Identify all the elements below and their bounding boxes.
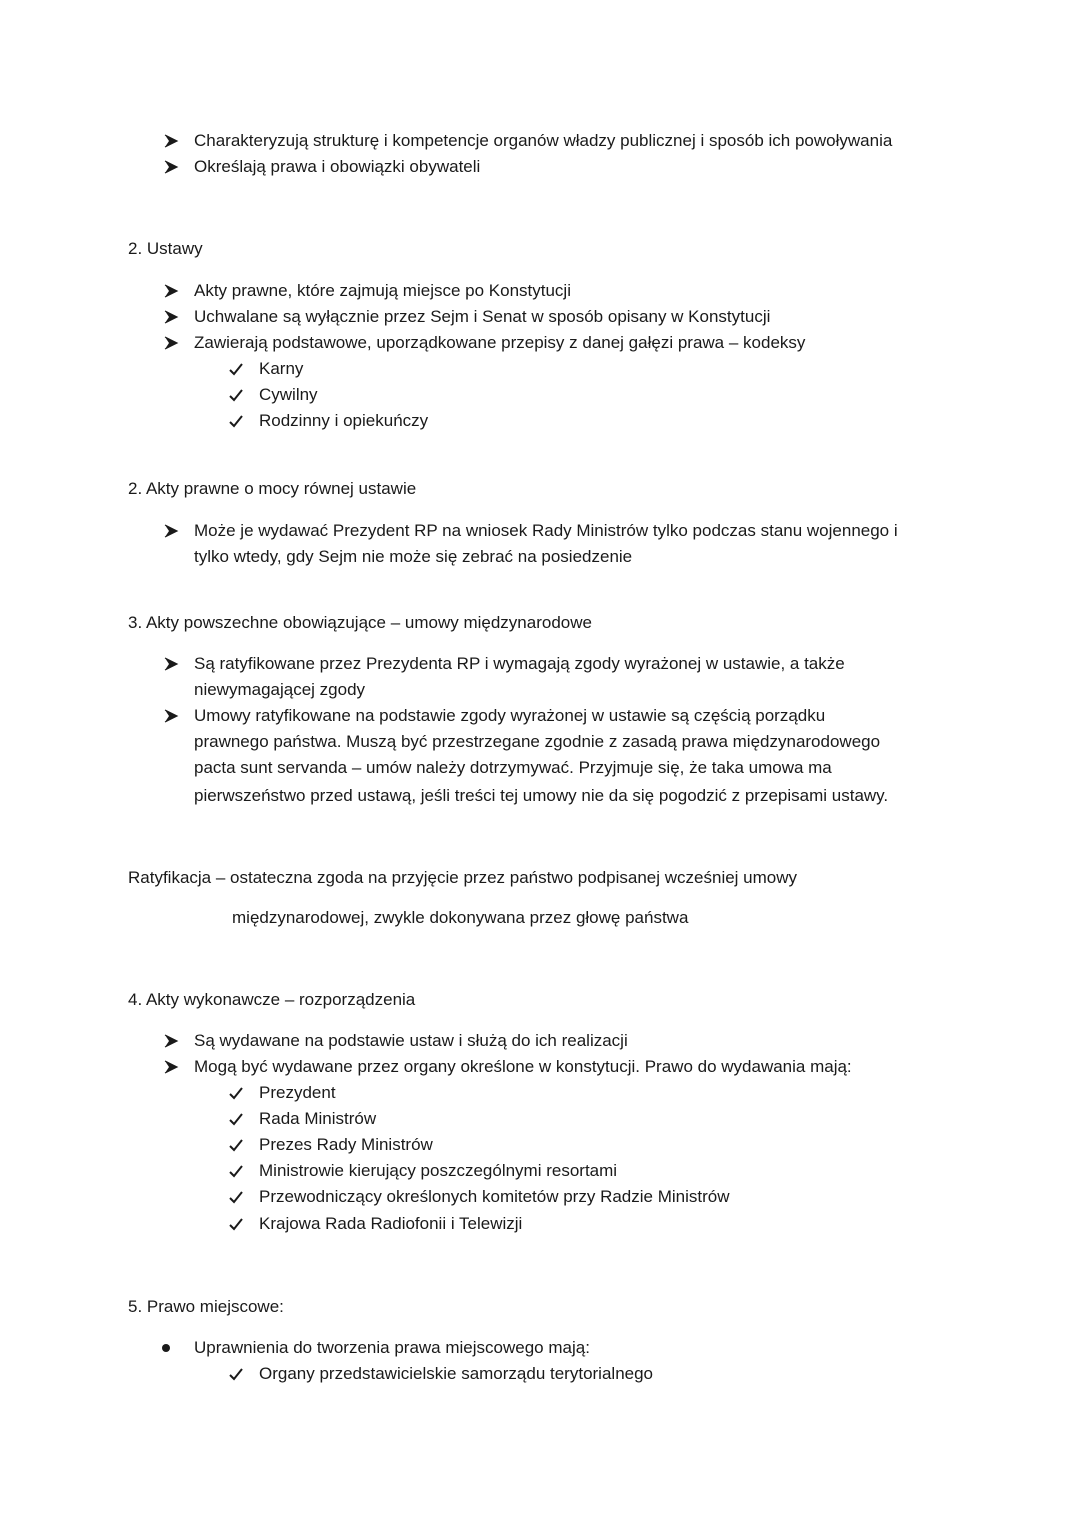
checkmark-icon <box>228 387 244 403</box>
checkmark-icon <box>228 1366 244 1382</box>
umowy-bullet1-line-1: Są ratyfikowane przez Prezydenta RP i wymagają zgody wyrażonej w ustawie, a także <box>194 654 845 673</box>
section-ustawy-title: 2. Ustawy <box>128 239 203 258</box>
checkmark-icon <box>228 1189 244 1205</box>
umowy-bullet2-line-3: pacta sunt servanda – umów należy dotrzymywać. Przyjmuje się, że taka umowa ma <box>194 758 832 777</box>
checkmark-icon <box>228 1216 244 1232</box>
section-miejscowe-title: 5. Prawo miejscowe: <box>128 1297 284 1316</box>
arrow-bullet-icon <box>163 159 179 175</box>
umowy-bullet2-line-1: Umowy ratyfikowane na podstawie zgody wyrażonej w ustawie są częścią porządku <box>194 706 826 725</box>
checkmark-icon <box>228 361 244 377</box>
section-akty-moc-title: 2. Akty prawne o mocy równej ustawie <box>128 479 417 498</box>
arrow-bullet-icon <box>163 335 179 351</box>
ustawy-check-2: Cywilny <box>259 385 318 404</box>
definition-line-1: Ratyfikacja – ostateczna zgoda na przyjęcie przez państwo podpisanej wcześniej umowy <box>128 868 798 887</box>
wykonawcze-check-5: Przewodniczący określonych komitetów przy Radzie Ministrów <box>259 1187 730 1206</box>
checkmark-icon <box>228 413 244 429</box>
definition-line-2: międzynarodowej, zwykle dokonywana przez głowę państwa <box>232 908 689 927</box>
wykonawcze-check-3: Prezes Rady Ministrów <box>259 1135 433 1154</box>
wykonawcze-check-6: Krajowa Rada Radiofonii i Telewizji <box>259 1214 523 1233</box>
intro-bullet-1: Charakteryzują strukturę i kompetencje organów władzy publicznej i sposób ich powoływania <box>194 131 893 150</box>
arrow-bullet-icon <box>163 309 179 325</box>
umowy-bullet1-line-2: niewymagającej zgody <box>194 680 366 699</box>
wykonawcze-check-4: Ministrowie kierujący poszczególnymi resortami <box>259 1161 618 1180</box>
ustawy-bullet-3: Zawierają podstawowe, uporządkowane przepisy z danej gałęzi prawa – kodeksy <box>194 333 806 352</box>
checkmark-icon <box>228 1137 244 1153</box>
arrow-bullet-icon <box>163 523 179 539</box>
arrow-bullet-icon <box>163 708 179 724</box>
ustawy-check-1: Karny <box>259 359 304 378</box>
arrow-bullet-icon <box>163 656 179 672</box>
ustawy-check-3: Rodzinny i opiekuńczy <box>259 411 429 430</box>
checkmark-icon <box>228 1163 244 1179</box>
wykonawcze-bullet-2: Mogą być wydawane przez organy określone w konstytucji. Prawo do wydawania mają: <box>194 1057 852 1076</box>
wykonawcze-check-1: Prezydent <box>259 1083 336 1102</box>
miejscowe-bullet: Uprawnienia do tworzenia prawa miejscowego mają: <box>194 1338 590 1357</box>
arrow-bullet-icon <box>163 283 179 299</box>
checkmark-icon <box>228 1085 244 1101</box>
ustawy-bullet-1: Akty prawne, które zajmują miejsce po Konstytucji <box>194 281 571 300</box>
section-wykonawcze-title: 4. Akty wykonawcze – rozporządzenia <box>128 990 416 1009</box>
wykonawcze-check-2: Rada Ministrów <box>259 1109 377 1128</box>
dot-bullet-icon <box>162 1344 170 1352</box>
checkmark-icon <box>228 1111 244 1127</box>
umowy-bullet2-line-2: prawnego państwa. Muszą być przestrzegane zgodnie z zasadą prawa międzynarodowego <box>194 732 881 751</box>
wykonawcze-bullet-1: Są wydawane na podstawie ustaw i służą do ich realizacji <box>194 1031 628 1050</box>
ustawy-bullet-2: Uchwalane są wyłącznie przez Sejm i Senat w sposób opisany w Konstytucji <box>194 307 771 326</box>
arrow-bullet-icon <box>163 1033 179 1049</box>
section-umowy-title: 3. Akty powszechne obowiązujące – umowy międzynarodowe <box>128 613 592 632</box>
arrow-bullet-icon <box>163 133 179 149</box>
umowy-bullet2-line-4: pierwszeństwo przed ustawą, jeśli treści tej umowy nie da się pogodzić z przepisami ustawy. <box>194 786 889 805</box>
arrow-bullet-icon <box>163 1059 179 1075</box>
intro-bullet-2: Określają prawa i obowiązki obywateli <box>194 157 481 176</box>
akty-moc-bullet-line-2: tylko wtedy, gdy Sejm nie może się zebrać na posiedzenie <box>194 547 633 566</box>
miejscowe-check-1: Organy przedstawicielskie samorządu terytorialnego <box>259 1364 654 1383</box>
akty-moc-bullet-line-1: Może je wydawać Prezydent RP na wniosek Rady Ministrów tylko podczas stanu wojennego i <box>194 521 898 540</box>
